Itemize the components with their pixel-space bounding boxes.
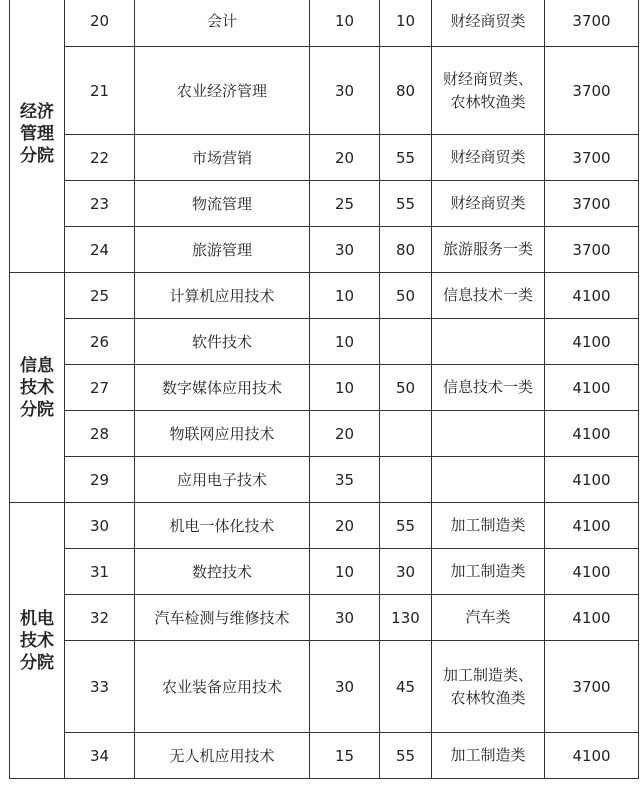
table-row	[10, 227, 639, 273]
major-number-cell: 27	[65, 365, 135, 411]
table-row	[10, 47, 639, 135]
department-name-line: 管理	[20, 124, 54, 144]
plan-count-cell: 30	[310, 227, 380, 273]
plan-count-cell: 10	[310, 365, 380, 411]
category-line: 农林牧渔类	[450, 92, 526, 111]
major-number-cell: 34	[65, 733, 135, 779]
tuition-fee-cell: 4100	[545, 319, 639, 365]
category-cell	[432, 733, 545, 779]
category-cell	[432, 457, 545, 503]
tuition-fee-cell: 3700	[545, 0, 639, 47]
second-count-cell: 80	[380, 227, 432, 273]
table-row	[10, 181, 639, 227]
department-name-line: 信息	[20, 355, 54, 376]
second-count-cell: 55	[380, 733, 432, 779]
second-count-cell: 130	[380, 595, 432, 641]
tuition-fee-cell: 4100	[545, 457, 639, 503]
category-cell	[432, 181, 545, 227]
tuition-fee-cell: 4100	[545, 733, 639, 779]
plan-count-cell: 10	[310, 273, 380, 319]
major-number-cell: 30	[65, 503, 135, 549]
second-count-cell	[380, 319, 432, 365]
table-row	[10, 0, 639, 47]
major-name-cell: 无人机应用技术	[135, 733, 310, 779]
table-row	[10, 319, 639, 365]
major-number-cell: 24	[65, 227, 135, 273]
category-cell	[432, 319, 545, 365]
table-row	[10, 549, 639, 595]
major-number-cell: 21	[65, 47, 135, 135]
major-name-cell: 汽车检测与维修技术	[135, 595, 310, 641]
category-line: 加工制造类	[450, 746, 526, 764]
major-number-cell: 20	[65, 0, 135, 47]
major-number-cell: 33	[65, 641, 135, 733]
second-count-cell: 80	[380, 47, 432, 135]
major-name-cell: 农业经济管理	[135, 47, 310, 135]
plan-count-cell: 20	[310, 503, 380, 549]
category-cell	[432, 273, 545, 319]
plan-count-cell: 25	[310, 181, 380, 227]
major-name-cell: 物流管理	[135, 181, 310, 227]
tuition-fee-cell: 4100	[545, 549, 639, 595]
enrollment-plan-table	[9, 0, 639, 779]
major-number-cell: 25	[65, 273, 135, 319]
category-line: 旅游服务一类	[442, 240, 533, 258]
plan-count-cell: 15	[310, 733, 380, 779]
department-name-line: 经济	[20, 102, 54, 122]
tuition-fee-cell: 4100	[545, 595, 639, 641]
major-name-cell: 数字媒体应用技术	[135, 365, 310, 411]
category-line: 信息技术一类	[442, 286, 533, 304]
tuition-fee-cell: 4100	[545, 503, 639, 549]
table-row	[10, 273, 639, 319]
category-cell	[432, 227, 545, 273]
department-cell	[10, 503, 65, 779]
major-number-cell: 22	[65, 135, 135, 181]
tuition-fee-cell: 4100	[545, 411, 639, 457]
category-cell	[432, 47, 545, 135]
department-name-line: 分院	[20, 652, 54, 673]
major-number-cell: 31	[65, 549, 135, 595]
department-name-line: 技术	[20, 377, 54, 398]
major-number-cell: 23	[65, 181, 135, 227]
major-name-cell: 应用电子技术	[135, 457, 310, 503]
tuition-fee-cell: 4100	[545, 365, 639, 411]
table-row	[10, 503, 639, 549]
category-cell	[432, 595, 545, 641]
major-name-cell: 软件技术	[135, 319, 310, 365]
department-name-line: 分院	[20, 399, 54, 420]
category-line: 信息技术一类	[442, 378, 533, 396]
category-line: 财经商贸类	[450, 148, 526, 166]
major-number-cell: 26	[65, 319, 135, 365]
category-cell	[432, 365, 545, 411]
category-cell	[432, 0, 545, 47]
category-line: 加工制造类	[450, 516, 526, 534]
second-count-cell: 50	[380, 273, 432, 319]
major-name-cell: 农业装备应用技术	[135, 641, 310, 733]
table-row	[10, 595, 639, 641]
plan-count-cell: 30	[310, 641, 380, 733]
major-name-cell: 物联网应用技术	[135, 411, 310, 457]
category-line: 财经商贸类	[450, 11, 526, 30]
department-name-line: 分院	[20, 146, 54, 166]
table-body	[10, 0, 639, 779]
second-count-cell: 55	[380, 135, 432, 181]
category-line: 汽车类	[465, 608, 511, 626]
plan-count-cell: 20	[310, 411, 380, 457]
table-row	[10, 135, 639, 181]
major-number-cell: 32	[65, 595, 135, 641]
table-row	[10, 733, 639, 779]
plan-count-cell: 30	[310, 47, 380, 135]
table-row	[10, 411, 639, 457]
tuition-fee-cell: 3700	[545, 135, 639, 181]
table-row	[10, 365, 639, 411]
plan-count-cell: 30	[310, 595, 380, 641]
second-count-cell	[380, 457, 432, 503]
plan-count-cell: 10	[310, 319, 380, 365]
second-count-cell: 55	[380, 181, 432, 227]
department-name-line: 技术	[20, 630, 54, 651]
plan-count-cell: 10	[310, 549, 380, 595]
category-cell	[432, 549, 545, 595]
department-name-line: 机电	[20, 608, 54, 629]
tuition-fee-cell: 3700	[545, 227, 639, 273]
category-line: 农林牧渔类	[450, 688, 526, 707]
table-row	[10, 457, 639, 503]
second-count-cell: 45	[380, 641, 432, 733]
second-count-cell: 30	[380, 549, 432, 595]
second-count-cell	[380, 411, 432, 457]
major-number-cell: 28	[65, 411, 135, 457]
second-count-cell: 55	[380, 503, 432, 549]
category-line: 加工制造类、	[442, 665, 533, 684]
tuition-fee-cell: 3700	[545, 47, 639, 135]
major-name-cell: 市场营销	[135, 135, 310, 181]
major-name-cell: 旅游管理	[135, 227, 310, 273]
category-line: 财经商贸类、	[442, 69, 533, 88]
category-line: 加工制造类	[450, 562, 526, 580]
table-row	[10, 641, 639, 733]
major-name-cell: 机电一体化技术	[135, 503, 310, 549]
category-cell	[432, 411, 545, 457]
department-cell	[10, 273, 65, 503]
tuition-fee-cell: 4100	[545, 273, 639, 319]
plan-count-cell: 20	[310, 135, 380, 181]
major-name-cell: 会计	[135, 0, 310, 47]
plan-count-cell: 10	[310, 0, 380, 47]
major-number-cell: 29	[65, 457, 135, 503]
major-name-cell: 数控技术	[135, 549, 310, 595]
category-cell	[432, 641, 545, 733]
category-line: 财经商贸类	[450, 194, 526, 212]
second-count-cell: 10	[380, 0, 432, 47]
plan-count-cell: 35	[310, 457, 380, 503]
tuition-fee-cell: 3700	[545, 181, 639, 227]
category-cell	[432, 503, 545, 549]
category-cell	[432, 135, 545, 181]
major-name-cell: 计算机应用技术	[135, 273, 310, 319]
tuition-fee-cell: 3700	[545, 641, 639, 733]
second-count-cell: 50	[380, 365, 432, 411]
department-cell	[10, 0, 65, 273]
